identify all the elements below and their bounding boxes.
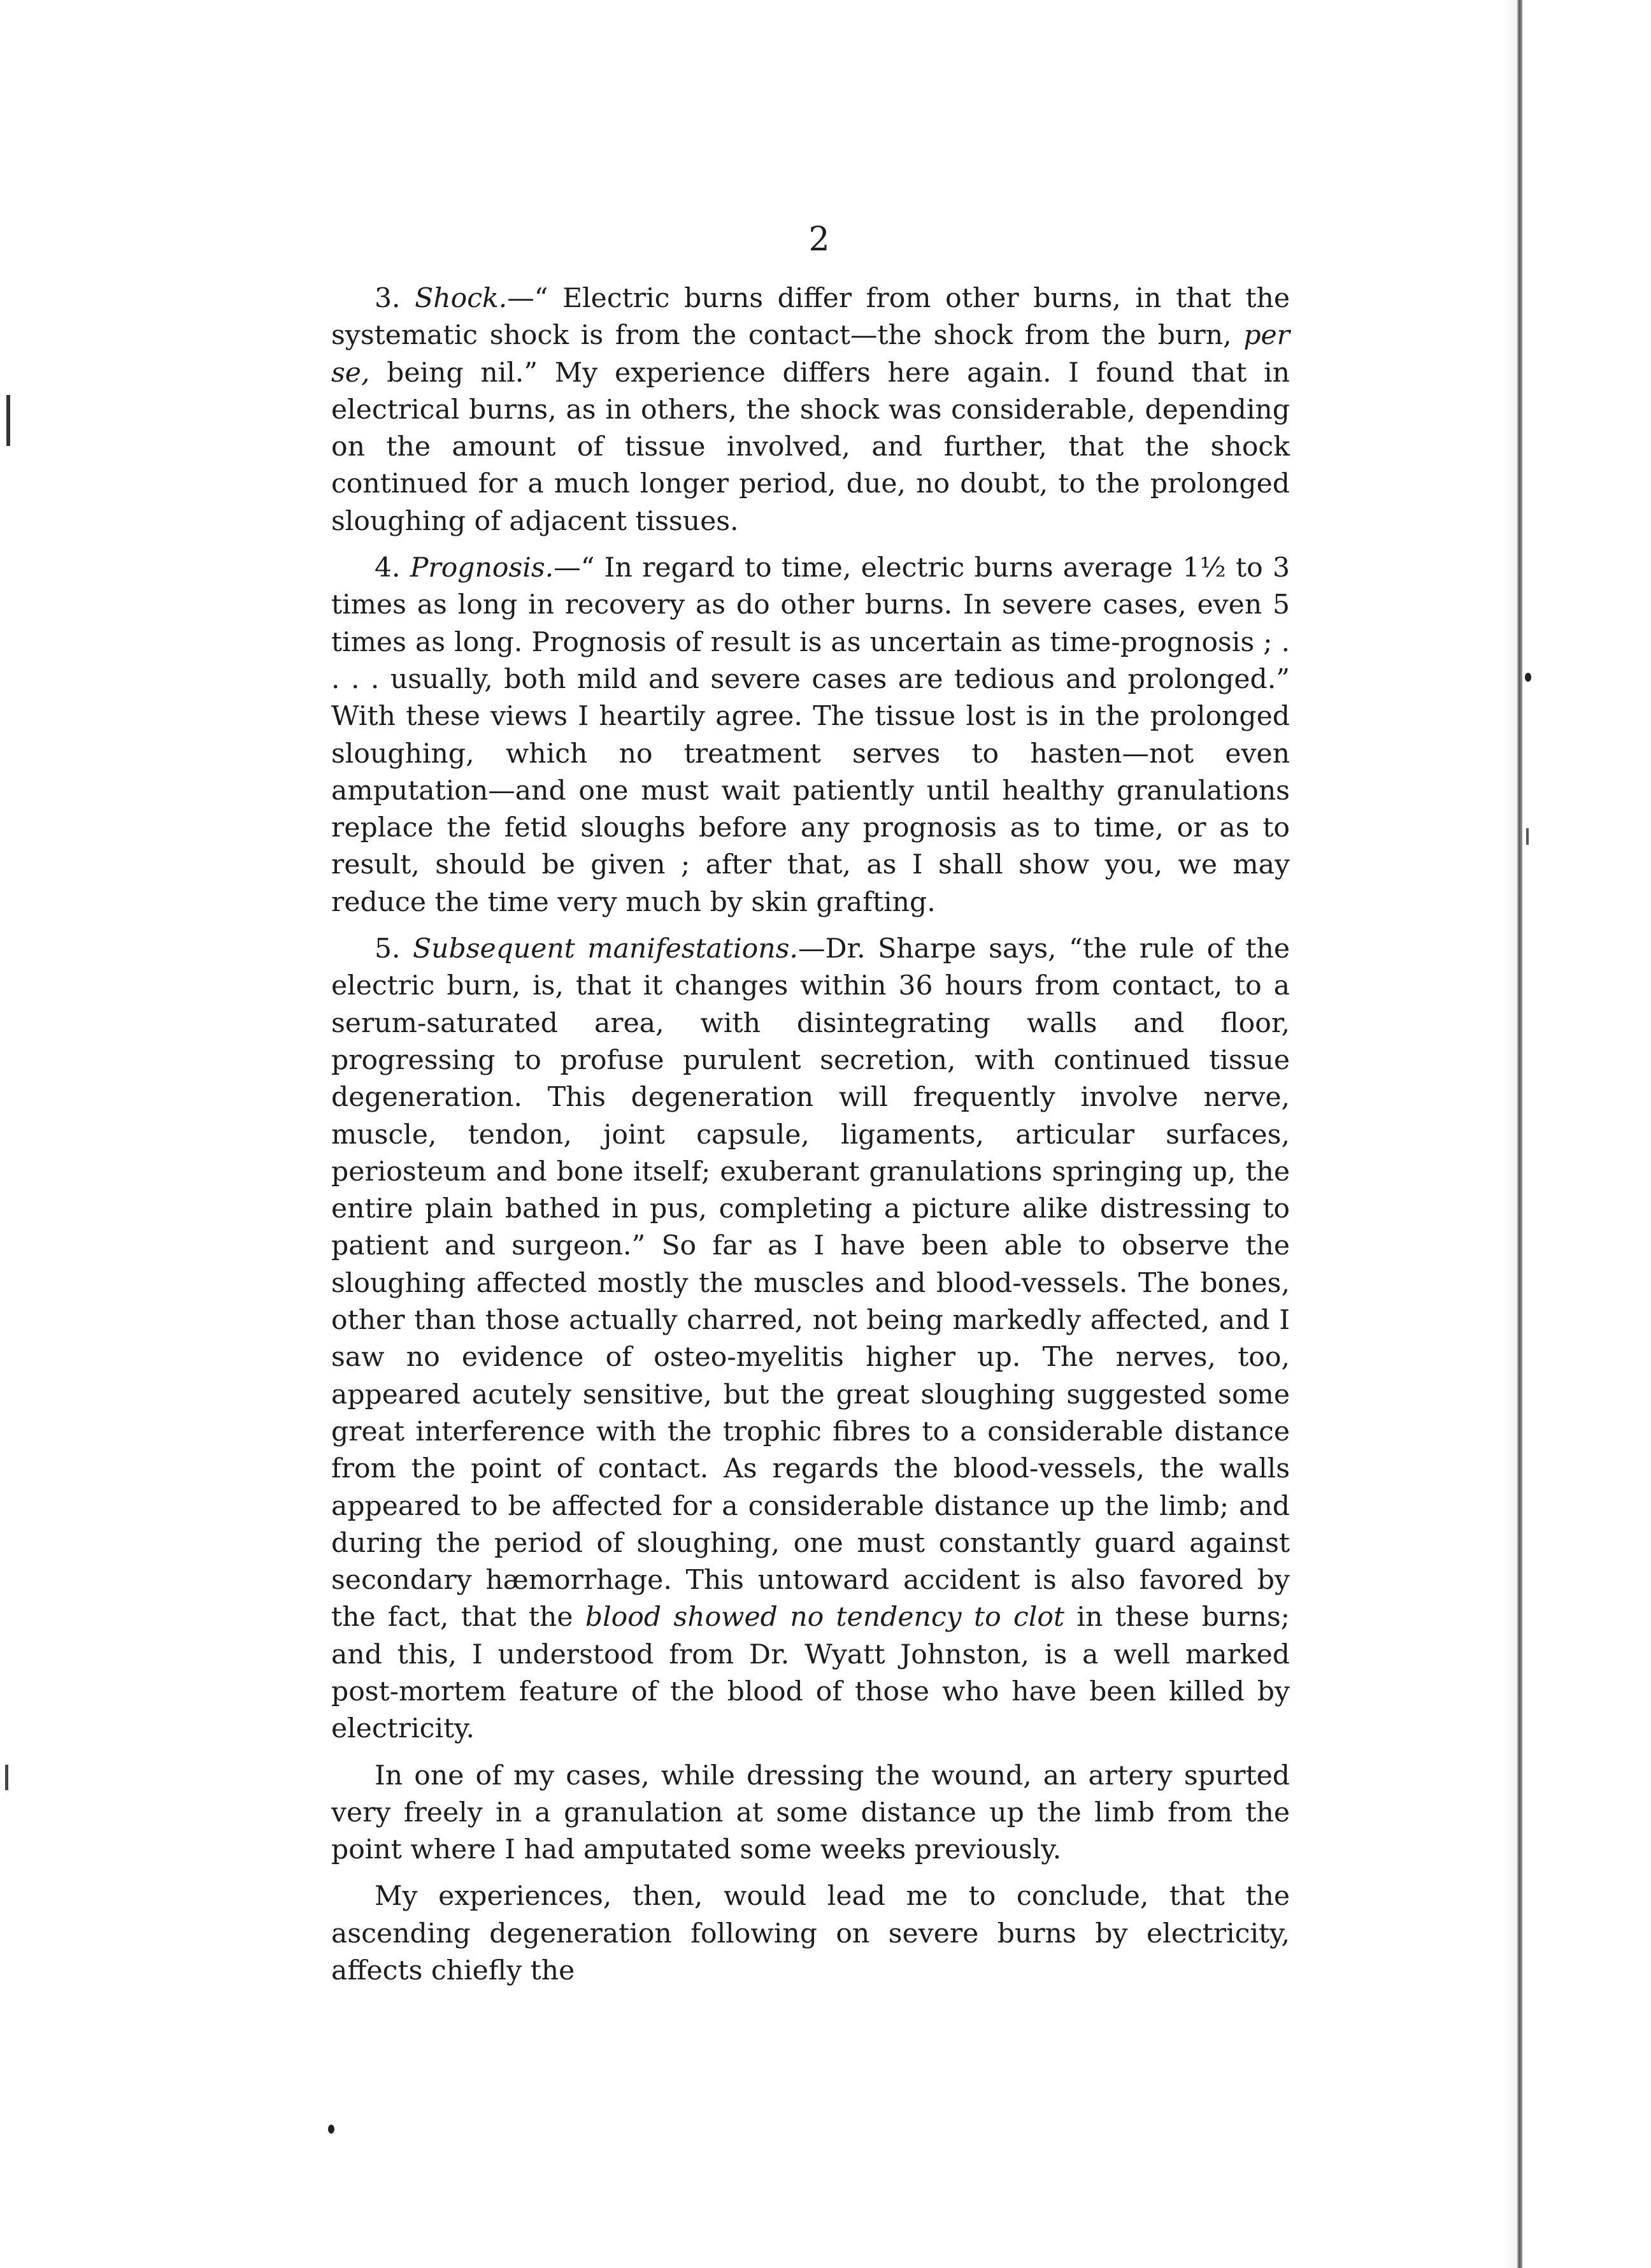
text-run: In one of my cases, while dressing the wound, an artery spurted very freely in a granulation at some distance up the limb from the point where I had amputated some weeks previously. bbox=[331, 1760, 1290, 1866]
body-text bbox=[331, 280, 1290, 1990]
text-run: —Dr. Sharpe says, “the rule of the electric burn, is, that it changes within 36 hours from contact, to a serum-saturated area, with disintegrating walls and floor, progressing to profuse purulent secretion, with continued tissue degeneration. This degeneration will frequently involve nerve, muscle, tendon, joint capsule, ligaments, articular surfaces, periosteum and bone itself; exuberant granulations springing up, the entire plain bathed in pus, completing a picture alike distressing to patient and surgeon.” So far as I have been able to observe the sloughing affected mostly the muscles and blood-vessels. The bones, other than those actually charred, not being markedly affected, and I saw no evidence of osteo-myelitis higher up. The nerves, too, appeared acutely sensitive, but the great sloughing suggested some great interference with the trophic fibres to a considerable distance from the point of contact. As regards the blood-vessels, the walls appeared to be affected for a considerable distance up the limb; and during the period of sloughing, one must constantly guard against secondary hæmorrhage. This untoward accident is also favored by the fact, that the bbox=[331, 933, 1290, 1633]
ink-dot bbox=[328, 2125, 334, 2134]
italic-text: Prognosis. bbox=[410, 552, 554, 584]
paragraph bbox=[331, 1878, 1290, 1990]
margin-mark bbox=[5, 1765, 8, 1790]
italic-text: per se, bbox=[331, 320, 1290, 389]
text-run: My experiences, then, would lead me to conclude, that the ascending degeneration following on severe burns by electricity, affects chiefly the bbox=[331, 1881, 1290, 1987]
page-edge bbox=[1517, 0, 1522, 2268]
italic-text: Subsequent manifestations. bbox=[413, 933, 798, 965]
margin-mark bbox=[1526, 828, 1529, 845]
margin-mark bbox=[1525, 673, 1531, 682]
page-edge-shadow bbox=[1503, 0, 1517, 2268]
page-number: 2 bbox=[808, 220, 830, 259]
paragraph bbox=[331, 550, 1290, 921]
text-run: 3. bbox=[375, 283, 415, 314]
margin-mark bbox=[6, 395, 10, 446]
paragraph bbox=[331, 931, 1290, 1748]
italic-text: Shock. bbox=[415, 283, 508, 314]
italic-text: blood showed no tendency to clot bbox=[585, 1602, 1065, 1633]
text-run: 5. bbox=[375, 933, 413, 965]
text-run: —“ Electric burns differ from other burns, in that the systematic shock is from the contact—the shock from the burn, bbox=[331, 283, 1290, 352]
text-run: in these burns; and this, I understood from Dr. Wyatt Johnston, is a well marked post-mortem feature of the blood of those who have been killed by electricity. bbox=[331, 1602, 1290, 1745]
text-run: being nil.” My experience differs here again. I found that in electrical burns, as in others, the shock was considerable, depending on the amount of tissue involved, and further, that the shock continued for a much longer period, due, no doubt, to the prolonged sloughing of adjacent tissues. bbox=[331, 357, 1290, 537]
paragraph bbox=[331, 280, 1290, 540]
paragraph bbox=[331, 1758, 1290, 1869]
text-run: 4. bbox=[375, 552, 410, 584]
text-run: —“ In regard to time, electric burns average 1½ to 3 times as long in recovery as do other burns. In severe cases, even 5 times as long. Prognosis of result is as uncertain as time-prognosis ; . . . . usually, both mild and severe cases are tedious and prolonged.” With these views I heartily agree. The tissue lost is in the prolonged sloughing, which no treatment serves to hasten—not even amputation—and one must wait patiently until healthy granulations replace the fetid sloughs before any prognosis as to time, or as to result, should be given ; after that, as I shall show you, we may reduce the time very much by skin grafting. bbox=[331, 552, 1290, 918]
